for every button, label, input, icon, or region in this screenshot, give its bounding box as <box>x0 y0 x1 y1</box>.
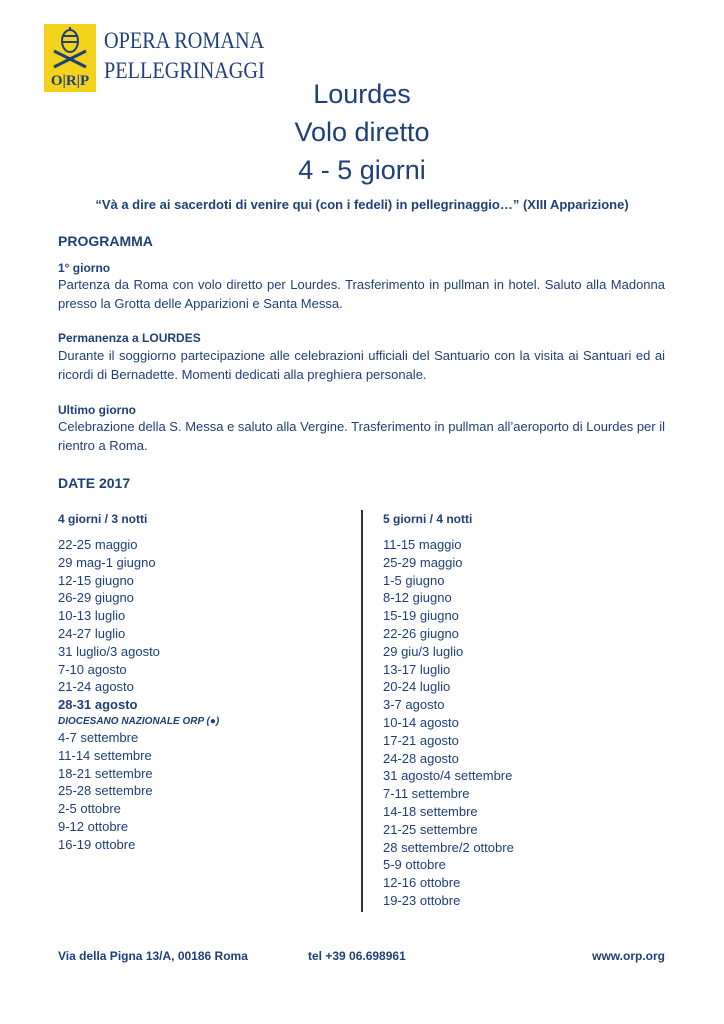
date-item: 7-11 settembre <box>383 786 470 802</box>
footer-website[interactable]: www.orp.org <box>592 949 665 963</box>
program-lastday-text: Celebrazione della S. Messa e saluto alla Vergine. Trasferimento in pullman all’aeroporto di Lourdes per il rientro a Roma. <box>58 419 666 453</box>
dates-heading: DATE 2017 <box>58 475 131 491</box>
dates-column-5days <box>383 512 514 910</box>
date-item: 4-7 settembre <box>58 729 139 745</box>
date-item: 12-16 ottobre <box>383 875 461 891</box>
logo-abbreviation: O|R|P <box>50 73 90 89</box>
highlight-note: DIOCESANO NAZIONALE ORP (●) <box>58 715 220 727</box>
logo-name-line2: PELLEGRINAGGI <box>104 58 265 83</box>
title-transport: Volo diretto <box>294 117 430 147</box>
papal-tiara-icon <box>50 27 90 73</box>
date-item: 29 giu/3 luglio <box>383 643 464 659</box>
date-item: 22-26 giugno <box>383 625 459 641</box>
date-item: 17-21 agosto <box>383 732 459 748</box>
date-item: 10-14 agosto <box>383 714 459 730</box>
dates-column-4days <box>58 512 219 854</box>
date-item: 28 settembre/2 ottobre <box>383 839 514 855</box>
logo-name-line1: OPERA ROMANA <box>104 28 265 53</box>
date-item: 21-25 settembre <box>383 821 478 837</box>
date-item: 11-15 maggio <box>383 537 462 552</box>
program-day1-title: 1° giorno <box>58 261 111 275</box>
footer-phone: tel +39 06.698961 <box>308 949 406 963</box>
date-item: 22-25 maggio <box>58 537 138 552</box>
date-item: 25-28 settembre <box>58 783 153 799</box>
date-item: 11-14 settembre <box>58 747 152 763</box>
date-item: 3-7 agosto <box>383 697 445 713</box>
date-item-highlight: 28-31 agosto <box>58 697 138 713</box>
program-stay-text: Durante il soggiorno partecipazione alle celebrazioni ufficiali del Santuario con la visita ai Santuari ed ai ricordi di Bernadette. Momenti dedicati alla preghiera personale. <box>58 348 665 382</box>
date-item: 20-24 luglio <box>383 679 451 695</box>
date-item: 14-18 settembre <box>383 803 478 819</box>
column-header: 4 giorni / 3 notti <box>58 512 148 526</box>
column-header: 5 giorni / 4 notti <box>383 512 473 526</box>
date-item: 2-5 ottobre <box>58 801 121 817</box>
column-divider <box>361 510 363 912</box>
date-item: 7-10 agosto <box>58 661 127 677</box>
date-item: 21-24 agosto <box>58 679 134 695</box>
date-item: 19-23 ottobre <box>383 892 461 908</box>
date-item: 5-9 ottobre <box>383 857 446 873</box>
date-item: 12-15 giugno <box>58 572 134 588</box>
date-item: 18-21 settembre <box>58 765 153 781</box>
date-item: 16-19 ottobre <box>58 836 136 852</box>
apparition-quote: “Và a dire ai sacerdoti di venire qui (con i fedeli) in pellegrinaggio…” (XIII Apparizione) <box>95 197 629 212</box>
date-item: 31 luglio/3 agosto <box>58 643 160 659</box>
program-heading: PROGRAMMA <box>58 233 153 249</box>
program-lastday-title: Ultimo giorno <box>58 403 136 417</box>
date-item: 31 agosto/4 settembre <box>383 768 513 784</box>
date-item: 26-29 giugno <box>58 590 134 606</box>
date-item: 24-28 agosto <box>383 750 459 766</box>
date-item: 8-12 giugno <box>383 590 452 606</box>
title-destination: Lourdes <box>313 79 411 109</box>
date-item: 10-13 luglio <box>58 608 126 624</box>
date-item: 29 mag-1 giugno <box>58 554 156 570</box>
date-item: 24-27 luglio <box>58 625 126 641</box>
date-item: 25-29 maggio <box>383 554 463 570</box>
title-duration: 4 - 5 giorni <box>298 155 426 185</box>
footer-address: Via della Pigna 13/A, 00186 Roma <box>58 949 248 963</box>
date-item: 15-19 giugno <box>383 608 459 624</box>
program-stay-title: Permanenza a LOURDES <box>58 331 201 345</box>
date-item: 1-5 giugno <box>383 572 445 588</box>
date-item: 9-12 ottobre <box>58 818 129 834</box>
program-day1-text: Partenza da Roma con volo diretto per Lourdes. Trasferimento in pullman in hotel. Saluto alla Madonna presso la Grotta delle Apparizioni e Santa Messa. <box>58 277 665 311</box>
date-item: 13-17 luglio <box>383 661 451 677</box>
